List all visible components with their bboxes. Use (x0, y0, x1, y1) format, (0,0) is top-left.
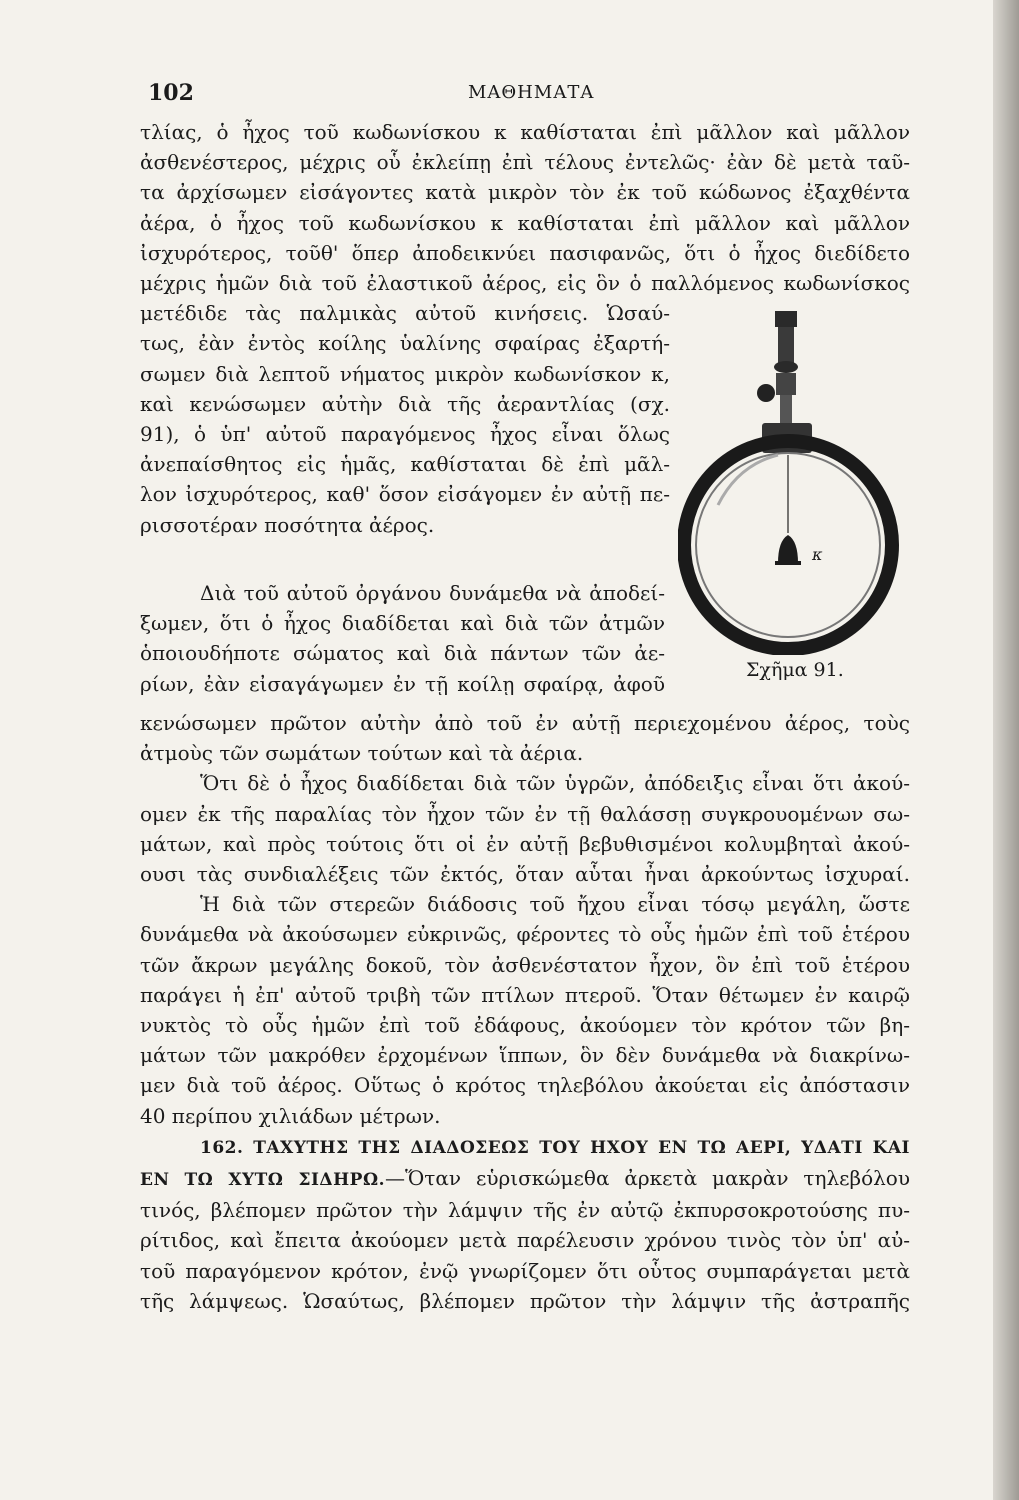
section-heading-line (140, 1131, 910, 1163)
text-line: τλίας, ὁ ἦχος τοῦ κωδωνίσκου κ καθίσταται ἐπὶ μᾶλλον καὶ μᾶλλον (140, 120, 910, 144)
text-line: ουσι τὰς συνδιαλέξεις τῶν ἐκτός, ὅταν αὗται ἦναι ἀρκούντως ἰσχυραί. (140, 862, 910, 887)
text-line: τῶν ἄκρων μεγάλης δοκοῦ, τὸν ἀσθενέστατον ἦχον, ὃν ἐπὶ τοῦ ἑτέρου (140, 952, 910, 977)
valve-stem (778, 327, 794, 363)
text-line: τῆς λάμψεως. Ὡσαύτως, βλέπομεν πρῶτον τὴν λάμψιν τῆς ἀστραπῆς (140, 1288, 910, 1313)
text-line: Διὰ τοῦ αὐτοῦ ὀργάνου δυνάμεθα νὰ ἀποδεί- (200, 581, 665, 605)
valve-neck (780, 395, 792, 423)
text-line: τα ἀρχίσωμεν εἰσάγοντες κατὰ μικρὸν τὸν ἐκ τοῦ κώδωνος ἐξαχθέντα (140, 180, 910, 205)
section-text: —Ὅταν εὑρισκώμεθα ἀρκετὰ μακρὰν τηλεβόλου (385, 1166, 910, 1191)
text-line: ρισσοτέραν ποσότητα ἀέρος. (140, 512, 435, 537)
text-line: μέχρις ἡμῶν διὰ τοῦ ἐλαστικοῦ ἀέρος, εἰς ὃν ὁ παλλόμενος κωδωνίσκος (140, 271, 910, 296)
text-line: τοῦ παραγόμενον κρότον, ἐνῷ γνωρίζομεν ὅτι οὗτος συμπαράγεται μετὰ (140, 1258, 910, 1283)
text-line: ρίτιδος, καὶ ἔπειτα ἀκούομεν μετὰ παρέλευσιν χρόνου τινὸς τὸν ὑπ' αὐ- (140, 1228, 910, 1253)
bell-rim (775, 561, 801, 565)
text-line: ομεν ἐκ τῆς παραλίας τὸν ἦχον τῶν ἐν τῇ θαλάσσῃ συγκρουομένων σω- (140, 801, 910, 826)
valve-body (776, 373, 796, 395)
paragraph-block-3 (140, 708, 910, 1316)
text-line: τως, ἐὰν ἐντὸς κοίλης ὑαλίνης σφαίρας ἐξαρτή- (140, 331, 670, 356)
valve-handle (757, 384, 775, 402)
text-line: ἀτμοὺς τῶν σωμάτων τούτων καὶ τὰ ἀέρια. (140, 741, 584, 766)
page-number: 102 (148, 80, 194, 106)
glass-sphere-bell-illustration (678, 305, 908, 655)
text-line: μάτων, καὶ πρὸς τούτοις ὅτι οἱ ἐν αὐτῇ βεβυθισμένοι κολυμβηταὶ ἀκού- (140, 831, 910, 856)
text-line: καὶ κενώσωμεν αὐτὴν διὰ τῆς ἀεραντλίας (σχ. (140, 391, 670, 416)
text-line: ἀνεπαίσθητος εἰς ἡμᾶς, καθίσταται δὲ ἐπὶ μᾶλ- (140, 452, 670, 477)
section-first-line (140, 1163, 910, 1195)
figure-label-k: κ (812, 545, 823, 564)
section-heading-cont: ΕΝ ΤΩ ΧΥΤΩ ΣΙΔΗΡΩ. (140, 1170, 385, 1191)
text-line: μεν διὰ τοῦ ἀέρος. Οὕτως ὁ κρότος τηλεβόλου ἀκούεται εἰς ἀπόστασιν (140, 1073, 910, 1098)
text-line: ὁποιουδήποτε σώματος καὶ διὰ πάντων τῶν ἀε- (140, 641, 665, 666)
page-header (148, 80, 908, 110)
text-line: Ἡ διὰ τῶν στερεῶν διάδοσις τοῦ ἤχου εἶναι τόσῳ μεγάλη, ὥστε (200, 892, 910, 917)
text-line: σωμεν διὰ λεπτοῦ νήματος μικρὸν κωδωνίσκον κ, (140, 361, 670, 386)
paragraph-block-2 (140, 578, 665, 699)
figure-91 (678, 305, 908, 695)
text-line: ἰσχυρότερος, τοῦθ' ὅπερ ἀποδεικνύει πασιφανῶς, ὅτι ὁ ἦχος διεδίδετο (140, 240, 910, 265)
text-line: Ὅτι δὲ ὁ ἦχος διαδίδεται διὰ τῶν ὑγρῶν, ἀπόδειξις εἶναι ὅτι ἀκού- (200, 771, 910, 796)
valve-cap (775, 311, 797, 327)
valve-collar (774, 361, 798, 373)
text-line: ρίων, ἐὰν εἰσαγάγωμεν ἐν τῇ κοίλῃ σφαίρᾳ, ἀφοῦ (140, 671, 665, 696)
text-line: 40 περίπου χιλιάδων μέτρων. (140, 1103, 441, 1128)
page-edge-shadow (993, 0, 1019, 1500)
text-line: νυκτὸς τὸ οὖς ἡμῶν ἐπὶ τοῦ ἐδάφους, ἀκούομεν τὸν κρότον τῶν βη- (140, 1013, 910, 1038)
text-line: λον ἰσχυρότερος, καθ' ὅσον εἰσάγομεν ἐν αὐτῇ πε- (140, 482, 670, 507)
text-line: ξωμεν, ὅτι ὁ ἦχος διαδίδεται καὶ διὰ τῶν ἀτμῶν (140, 611, 665, 636)
bell (778, 535, 798, 563)
text-line: κενώσωμεν πρῶτον αὐτὴν ἀπὸ τοῦ ἐν αὐτῇ περιεχομένου ἀέρος, τοὺς (140, 711, 910, 735)
text-line: μάτων τῶν μακρόθεν ἐρχομένων ἵππων, ὃν δὲν δυνάμεθα νὰ διακρίνω- (140, 1043, 910, 1068)
text-line: ἀσθενέστερος, μέχρις οὗ ἐκλείπῃ ἐπὶ τέλους ἐντελῶς· ἐὰν δὲ μετὰ ταῦ- (140, 150, 910, 175)
text-line: παράγει ἡ ἐπ' αὐτοῦ τριβὴ τῶν πτίλων πτεροῦ. Ὅταν θέτωμεν ἐν καιρῷ (140, 982, 910, 1007)
text-line: ἀέρα, ὁ ἦχος τοῦ κωδωνίσκου κ καθίσταται ἐπὶ μᾶλλον καὶ μᾶλλον (140, 210, 910, 235)
text-line: τινός, βλέπομεν πρῶτον τὴν λάμψιν τῆς ἐν αὐτῷ ἐκπυρσοκροτούσης πυ- (140, 1198, 910, 1223)
figure-caption: Σχῆμα 91. (746, 659, 844, 681)
text-line: 91), ὁ ὑπ' αὐτοῦ παραγόμενος ἦχος εἶναι ὅλως (140, 422, 670, 447)
section-heading: 162. ΤΑΧΥΤΗΣ ΤΗΣ ΔΙΑΔΟΣΕΩΣ ΤΟΥ ΗΧΟΥ ΕΝ ΤΩ ΑΕΡΙ, ΥΔΑΤΙ ΚΑΙ (200, 1137, 910, 1158)
text-line: μετέδιδε τὰς παλμικὰς αὐτοῦ κινήσεις. Ὡσαύ- (140, 301, 670, 326)
running-title: ΜΑΘΗΜΑΤΑ (468, 82, 595, 103)
text-line: δυνάμεθα νὰ ἀκούσωμεν εὐκρινῶς, φέροντες τὸ οὖς ἡμῶν ἐπὶ τοῦ ἑτέρου (140, 922, 910, 947)
